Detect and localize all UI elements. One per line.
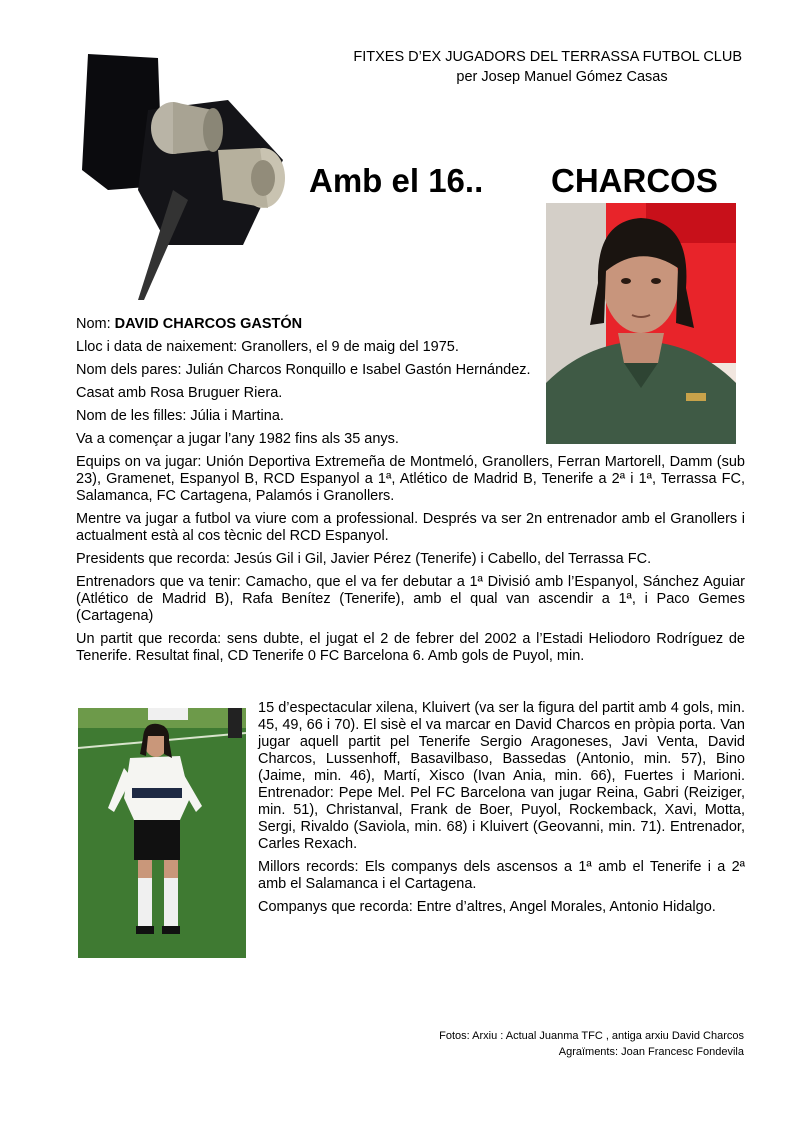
- bio-upper: [76, 316, 745, 671]
- title-surname: CHARCOS: [551, 162, 718, 199]
- match-rest-paragraph: 15 d’espectacular xilena, Kluivert (va ser la figura del partit amb 4 gols, min. 45, 49, 66 i 70). El sisè el va marcar en David Charcos en pròpia porta. Van jugar aquell partit pel Tenerife Sergio Aragoneses, Javi Venta, David Charcos, Lussenhoff, Basavilbaso, Bassedas (Antonio, min. 57), Bino (Jaime, min. 46), Martí, Xisco (Ivan Ania, min. 66), Fuertes i Marioni. Entrenador: Pepe Mel. Pel FC Barcelona van jugar Reina, Gabri (Reiziger, min. 51), Christanval, Frank de Boer, Puyol, Rockemback, Xavi, Motta, Sergi, Rivaldo (Saviola, min. 68) i Kluivert (Geovanni, min. 71). Entrenador, Carles Rexach.: [258, 700, 745, 852]
- married-line: Casat amb Rosa Bruguer Riera.: [76, 385, 283, 401]
- presidents-paragraph: Presidents que recorda: Jesús Gil i Gil, Javier Pérez (Tenerife) i Cabello, del Terrassa FC.: [76, 551, 652, 567]
- photos-credit: Fotos: Arxiu : Actual Juanma TFC , antiga arxiu David Charcos: [439, 1030, 744, 1042]
- header-title: FITXES D’EX JUGADORS DEL TERRASSA FUTBOL CLUB: [353, 49, 742, 65]
- action-photo: [78, 708, 246, 958]
- name-label: Nom:: [76, 316, 115, 332]
- start-line: Va a començar a jugar l’any 1982 fins als 35 anys.: [76, 431, 399, 447]
- career-paragraph: Mentre va jugar a futbol va viure com a professional. Després va ser 2n entrenador amb el Granollers i actualment està al cos tècnic del RCD Espanyol.: [76, 511, 745, 544]
- loudspeaker-illustration: [78, 50, 298, 300]
- teams-paragraph: Equips on va jugar: Unión Deportiva Extremeña de Montmeló, Granollers, Ferran Martorell, Damm (sub 23), Gramenet, Espanyol B, RCD Espanyol a 1ª, Atlético de Madrid B, Tenerife a 2ª i 1ª, Terrassa FC, Salamanca, FC Cartagena, Palamós i Granollers.: [76, 454, 745, 504]
- birth-line: Lloc i data de naixement: Granollers, el 9 de maig del 1975.: [76, 339, 459, 355]
- name-value: DAVID CHARCOS GASTÓN: [114, 316, 303, 332]
- parents-line: Nom dels pares: Julián Charcos Ronquillo e Isabel Gastón Hernández.: [76, 362, 531, 378]
- header-author: per Josep Manuel Gómez Casas: [456, 69, 668, 85]
- thanks-credit: Agraïments: Joan Francesc Fondevila: [558, 1046, 744, 1058]
- coaches-paragraph: Entrenadors que va tenir: Camacho, que el va fer debutar a 1ª Divisió amb l’Espanyol, Sánchez Aguiar (Atlético de Madrid B), Rafa Benítez (Tenerife), amb el qual van ascendir a 1ª, i Paco Gemes (Cartagena): [76, 574, 745, 624]
- records-paragraph: Millors records: Els companys dels ascensos a 1ª amb el Tenerife i a 2ª amb el Salamanca i el Cartagena.: [258, 859, 745, 892]
- bio-lower: [258, 700, 745, 922]
- document-header: [272, 47, 742, 87]
- match-intro-paragraph: Un partit que recorda: sens dubte, el jugat el 2 de febrer del 2002 a l’Estadi Heliodoro Rodríguez de Tenerife. Resultat final, CD Tenerife 0 FC Barcelona 6. Amb gols de Puyol, min.: [76, 631, 745, 664]
- name-line: [76, 316, 535, 333]
- photo-credits: [439, 1028, 744, 1060]
- daughters-line: Nom de les filles: Júlia i Martina.: [76, 408, 284, 424]
- teammates-paragraph: Companys que recorda: Entre d’altres, Angel Morales, Antonio Hidalgo.: [258, 899, 716, 915]
- title-number: Amb el 16..: [309, 162, 484, 199]
